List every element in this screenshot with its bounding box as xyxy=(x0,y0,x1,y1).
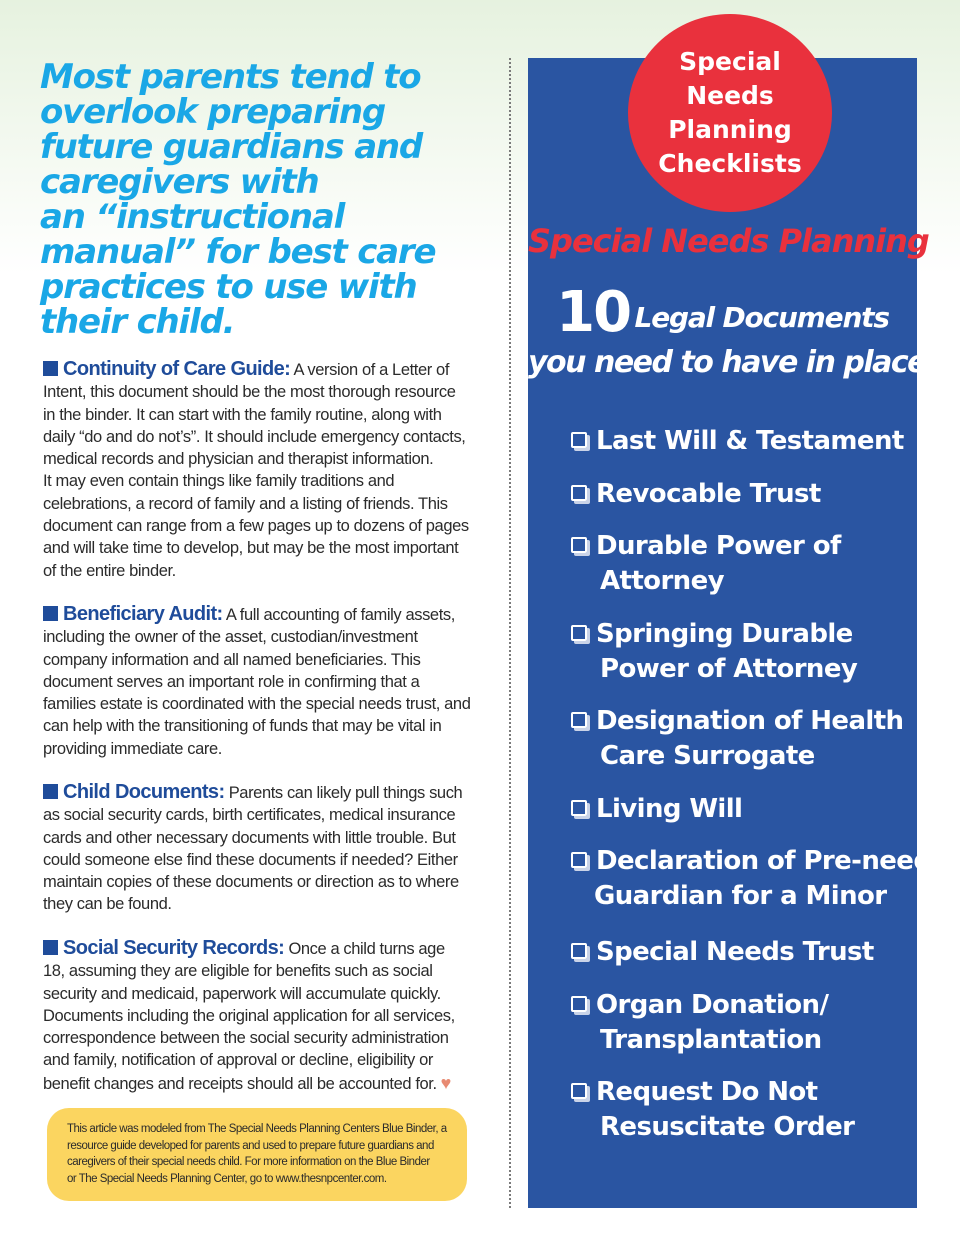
section-text-line: families estate is coordinated with the special needs trust, and xyxy=(43,695,471,714)
section-text-line: Once a child turns age xyxy=(288,940,445,958)
section-text-line: document serves an important role in confirming that a xyxy=(43,672,420,691)
checklist-item xyxy=(571,704,916,774)
checklist-item-label: Revocable Trust xyxy=(596,479,821,509)
headline-line: Most parents tend to xyxy=(40,57,421,97)
documents-count-line xyxy=(528,280,917,345)
section-text-line: A version of a Letter of xyxy=(293,361,449,379)
section-text-line: celebrations, a record of family and a listing of friends. This xyxy=(43,494,448,513)
checkbox-icon xyxy=(571,800,587,816)
section-text-line: maintain copies of these documents or direction as to where xyxy=(43,873,459,892)
section-text-line: A full accounting of family assets, xyxy=(225,606,455,624)
note-line: or The Special Needs Planning Center, go to www.thesnpcenter.com. xyxy=(67,1172,387,1185)
section-beneficiary-audit xyxy=(43,603,488,760)
checklist-item-label-cont: Resuscitate Order xyxy=(600,1112,855,1142)
documents-count: 10 xyxy=(556,280,631,345)
checkbox-icon xyxy=(571,485,587,501)
section-text-line: medical records and physician and therapist information. xyxy=(43,450,434,469)
headline-line: an “instructional xyxy=(40,197,345,237)
note-line: caregivers of their special needs child. For more information on the Blue Binder xyxy=(67,1156,430,1168)
headline xyxy=(40,57,490,342)
section-text-line: company information and all named beneficiaries. This xyxy=(43,650,421,669)
checkbox-icon xyxy=(571,537,587,553)
section-text-line: and will take time to develop, but may be the most important xyxy=(43,539,459,558)
checkbox-icon xyxy=(571,432,587,448)
section-text-line: as social security cards, birth certificates, medical insurance xyxy=(43,806,456,825)
checkbox-icon xyxy=(571,943,587,959)
badge-line: Needs xyxy=(686,81,774,110)
section-child-documents xyxy=(43,781,488,916)
checklist-item xyxy=(571,477,916,512)
headline-line: practices to use with xyxy=(40,267,417,307)
section-text-line: can help with the transitioning of funds that may be vital in xyxy=(43,717,442,736)
badge-circle xyxy=(628,14,832,212)
checkbox-icon xyxy=(571,852,587,868)
checklist-item-label-cont: Power of Attorney xyxy=(600,654,858,684)
section-title: Child Documents: xyxy=(63,781,225,803)
checkbox-icon xyxy=(571,625,587,641)
headline-line: manual” for best care xyxy=(40,232,436,272)
section-text-line: including the owner of the asset, custodian/investment xyxy=(43,628,418,647)
section-title: Beneficiary Audit: xyxy=(63,603,223,625)
checklist-item-label-cont: Transplantation xyxy=(600,1025,822,1055)
note-line: This article was modeled from The Special Needs Planning Centers Blue Binder, a xyxy=(67,1123,447,1135)
checklist-item-label-cont: Attorney xyxy=(600,566,724,596)
checkbox-icon xyxy=(571,1083,587,1099)
note-line: resource guide developed for parents and used to prepare future guardians and xyxy=(67,1139,434,1152)
square-bullet-icon xyxy=(43,361,58,376)
checklist-item-label: Durable Power of xyxy=(596,531,841,561)
checklist-item-label-cont: Care Surrogate xyxy=(600,741,815,771)
section-title: Social Security Records: xyxy=(63,937,285,959)
section-text-line: security and medicaid, paperwork will accumulate quickly. xyxy=(43,984,441,1003)
section-text-line: Parents can likely pull things such xyxy=(228,784,463,802)
checklist-item-label: Organ Donation/ xyxy=(596,990,829,1020)
section-text-line: cards and other necessary documents with little trouble. But xyxy=(43,828,456,847)
section-text-line: 18, assuming they are eligible for benefits such as social xyxy=(43,962,433,981)
source-note xyxy=(47,1108,467,1201)
checklist-item xyxy=(571,844,932,914)
section-text-line: benefit changes and receipts should all be accounted for. xyxy=(43,1074,437,1093)
square-bullet-icon xyxy=(43,606,58,621)
headline-line: caregivers with xyxy=(40,162,319,202)
checklist-item xyxy=(571,529,916,599)
checkbox-icon xyxy=(571,712,587,728)
checklist-item-label: Request Do Not xyxy=(596,1077,818,1107)
section-text-line: could someone else find these documents if needed? Either xyxy=(43,850,458,869)
section-text-line: Documents including the original application for all services, xyxy=(43,1006,455,1025)
checklist-item xyxy=(571,792,916,827)
panel-subtitle: Special Needs Planning xyxy=(528,222,929,260)
checklist-item xyxy=(571,424,916,459)
section-text-line: in the binder. It can start with the family routine, along with xyxy=(43,405,442,424)
checklist-item-label-cont: Guardian for a Minor xyxy=(594,881,887,911)
section-text-line: of the entire binder. xyxy=(43,561,176,580)
checklist-item xyxy=(571,988,916,1058)
badge-line: Planning xyxy=(668,115,792,144)
headline-line: future guardians and xyxy=(40,127,423,167)
headline-line: their child. xyxy=(40,302,235,342)
section-text-line: and family, notification of approval or decline, eligibility or xyxy=(43,1051,433,1070)
section-continuity-of-care xyxy=(43,358,488,582)
headline-line: overlook preparing xyxy=(40,92,385,132)
checklist-item-label: Springing Durable xyxy=(596,619,853,649)
section-text-line: Intent, this document should be the most thorough resource xyxy=(43,383,456,402)
square-bullet-icon xyxy=(43,784,58,799)
section-text-line: document can range from a few pages up to dozens of pages xyxy=(43,517,469,536)
checkbox-icon xyxy=(571,996,587,1012)
documents-count-text: Legal Documents xyxy=(634,301,889,334)
section-social-security-records xyxy=(43,937,488,1095)
section-text-line: daily “do and do not’s”. It should include emergency contacts, xyxy=(43,427,466,446)
checklist-item xyxy=(571,1075,916,1145)
checklist-item xyxy=(571,617,916,687)
section-text-line: they can be found. xyxy=(43,895,172,914)
dotted-divider xyxy=(509,58,511,1208)
section-text-line: It may even contain things like family traditions and xyxy=(43,472,395,491)
badge-line: Special xyxy=(679,47,781,76)
heart-icon: ♥ xyxy=(440,1072,451,1093)
checklist-item xyxy=(571,935,916,970)
square-bullet-icon xyxy=(43,940,58,955)
checklist-item-label: Special Needs Trust xyxy=(596,937,874,967)
panel-question: you need to have in place? xyxy=(528,345,942,380)
badge-line: Checklists xyxy=(658,149,802,178)
section-text-line: providing immediate care. xyxy=(43,739,222,758)
section-title: Continuity of Care Guide: xyxy=(63,358,291,380)
checklist-item-label: Living Will xyxy=(596,794,743,824)
checklist-item-label: Designation of Health xyxy=(596,706,904,736)
checklist-item-label: Declaration of Pre-need xyxy=(596,846,932,876)
section-text-line: correspondence between the social security administration xyxy=(43,1029,449,1048)
checklist-item-label: Last Will & Testament xyxy=(596,426,904,456)
